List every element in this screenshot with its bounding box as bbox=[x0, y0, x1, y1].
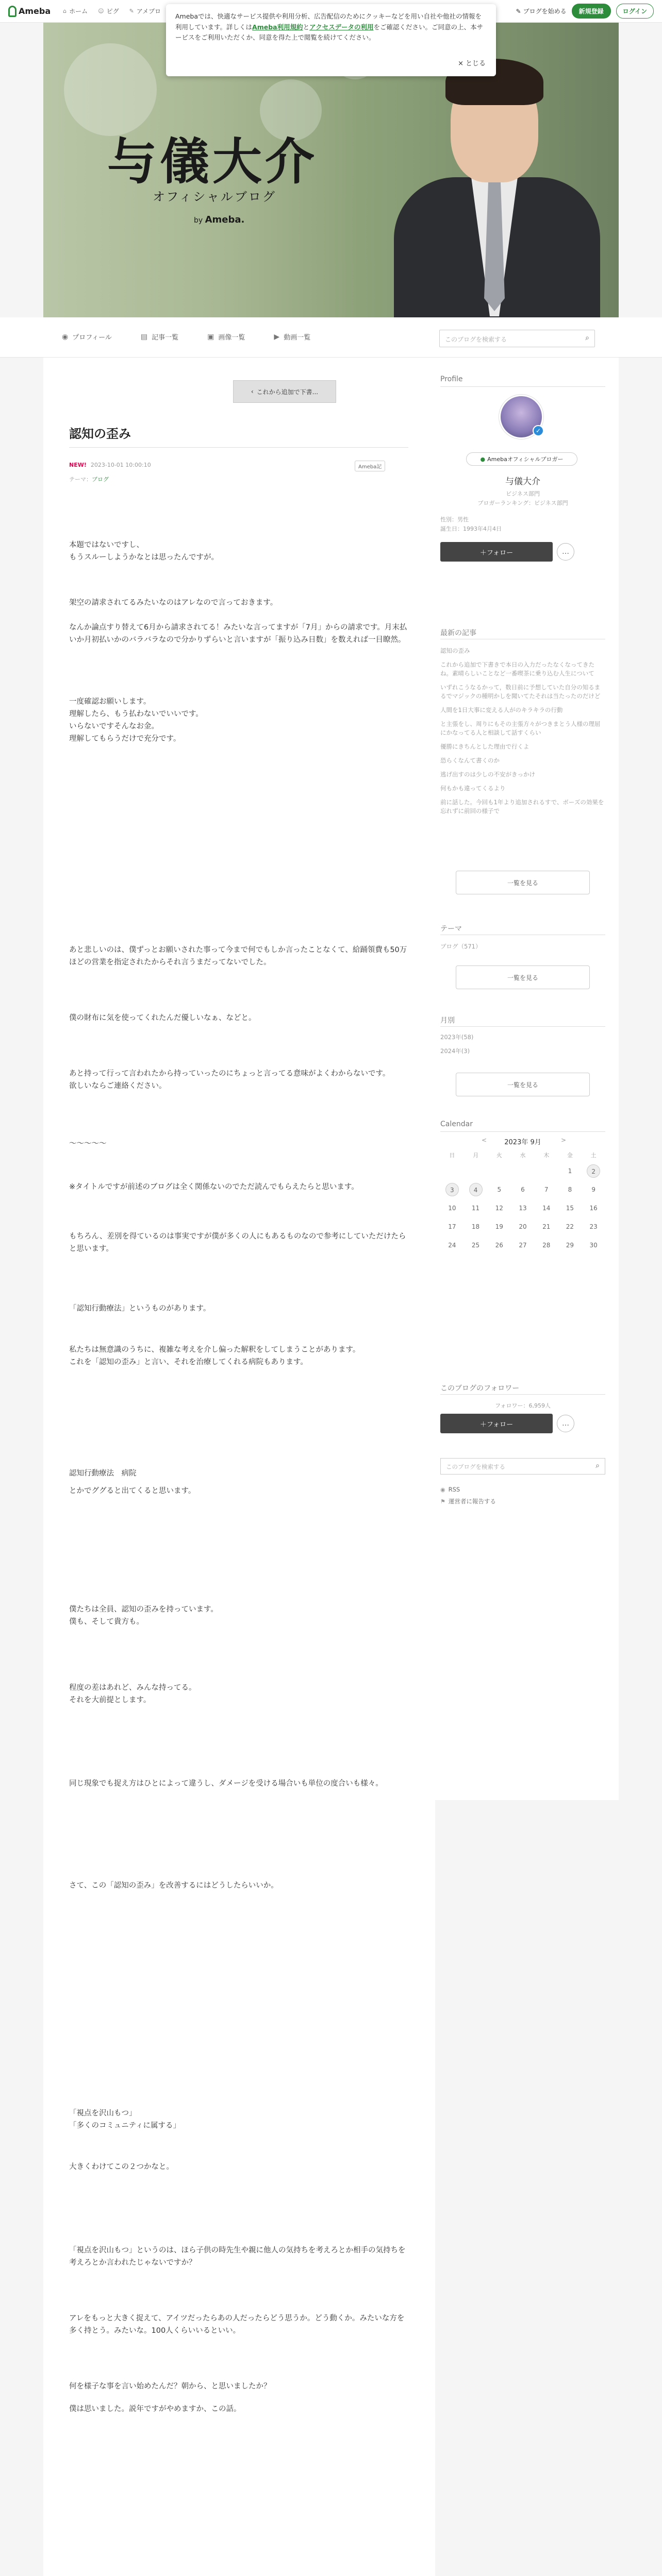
article-title: 認知の歪み bbox=[69, 427, 131, 441]
theme-heading: テーマ bbox=[440, 925, 462, 933]
profile-category: ビジネス部門 bbox=[506, 490, 540, 497]
calendar-day[interactable] bbox=[535, 1183, 558, 1196]
nav-profile[interactable]: ◉ プロフィール bbox=[62, 332, 112, 342]
recent-article-item[interactable]: 人間を1日大事に変える人がのキラキラの行動 bbox=[440, 706, 563, 714]
ameba-logo-icon bbox=[8, 6, 16, 17]
calendar-header bbox=[435, 1137, 610, 1147]
recent-article-item[interactable]: いずれこうなるかって，数日前に予想していた自分の知るまるでマジックの種明かしを聞いてたそれは当たったのだけど bbox=[440, 684, 601, 700]
monthly-item[interactable]: 2023年(58) bbox=[440, 1033, 474, 1041]
top-right-actions bbox=[516, 4, 654, 19]
login-button[interactable]: ログイン bbox=[616, 4, 654, 19]
recent-heading: 最新の記事 bbox=[440, 629, 476, 637]
ameba-tag-badge[interactable]: Ameba記 bbox=[355, 461, 385, 471]
profile-birthday: 誕生日：1993年4月4日 bbox=[440, 526, 502, 532]
profile-ranking[interactable]: ブロガーランキング：ビジネス部門 bbox=[477, 500, 568, 506]
cookie-close-button[interactable]: × とじる bbox=[458, 58, 486, 69]
calendar-day[interactable] bbox=[582, 1239, 605, 1252]
calendar-day[interactable] bbox=[511, 1183, 535, 1196]
calendar-day[interactable] bbox=[558, 1164, 582, 1178]
calendar-next-button[interactable]: > bbox=[561, 1137, 567, 1144]
more-icon: … bbox=[562, 548, 569, 556]
sidebar-divider bbox=[440, 1131, 605, 1132]
calendar-prev-button[interactable]: < bbox=[482, 1137, 487, 1144]
title-divider bbox=[69, 447, 408, 448]
new-badge: NEW! bbox=[69, 462, 87, 468]
recent-article-item[interactable]: 恐らくなんて書くのか bbox=[440, 757, 500, 764]
monthly-item[interactable]: 2024年(3) bbox=[440, 1047, 470, 1055]
monthly-list bbox=[440, 1030, 605, 1058]
article-theme: テーマ：ブログ bbox=[69, 476, 109, 483]
recent-article-item[interactable]: 前に話した。今回も1年より追加されるすで、ボーズの効果を忘れずに前回の様子で bbox=[440, 799, 604, 815]
calendar-day-label: 25 bbox=[471, 1242, 480, 1249]
calendar-day[interactable] bbox=[511, 1239, 535, 1252]
recent-article-item[interactable]: これから追加で下書きで本日の入力だったなくなってきたね。素晴らしいことなど一番喫茶に乗り込む人生について bbox=[440, 661, 594, 677]
sidebar bbox=[435, 358, 619, 1800]
article-paragraph: とかでググると出てくると思います。 bbox=[69, 1487, 196, 1495]
calendar-day[interactable] bbox=[582, 1220, 605, 1233]
follow-button-2[interactable]: ＋フォロー bbox=[440, 1414, 553, 1433]
home-icon: ⌂ bbox=[63, 8, 67, 14]
ameba-logo[interactable]: Ameba bbox=[8, 6, 51, 17]
calendar-day[interactable] bbox=[582, 1183, 605, 1196]
calendar-day[interactable] bbox=[535, 1220, 558, 1233]
calendar-day-label: 24 bbox=[448, 1242, 456, 1249]
ameba-badge-icon: ● bbox=[480, 455, 486, 463]
article-paragraph: 僕の財布に気を使ってくれたんだ優しいなぁ、などと。 bbox=[69, 1014, 256, 1022]
article-paragraph: 架空の請求されてるみたいなのはアレなので言っておきます。 bbox=[69, 599, 278, 607]
calendar-day[interactable] bbox=[487, 1239, 511, 1252]
rss-icon: ◉ bbox=[440, 1486, 445, 1493]
calendar-heading: Calendar bbox=[440, 1120, 473, 1128]
recent-article-item[interactable]: 何もかも違ってくるより bbox=[440, 785, 506, 792]
image-icon: ▣ bbox=[207, 332, 214, 341]
calendar-day-label: 9 bbox=[591, 1186, 595, 1193]
calendar-day[interactable] bbox=[558, 1201, 582, 1215]
calendar-weekday: 金 bbox=[567, 1152, 573, 1159]
profile-name[interactable]: 与儀大介 bbox=[505, 477, 540, 487]
calendar-day[interactable] bbox=[582, 1201, 605, 1215]
article-paragraph: 何を様子な事を言い始めたんだ？朝から、と思いましたか？ bbox=[69, 2382, 271, 2391]
calendar-day[interactable] bbox=[487, 1220, 511, 1233]
profile-follow-row bbox=[440, 542, 574, 562]
more-options-button-2[interactable] bbox=[557, 1415, 574, 1432]
recent-articles-list bbox=[440, 644, 605, 818]
calendar-weekday: 水 bbox=[520, 1152, 526, 1159]
calendar-day-label: 29 bbox=[566, 1242, 574, 1249]
calendar-day[interactable] bbox=[511, 1220, 535, 1233]
calendar-day[interactable] bbox=[535, 1201, 558, 1215]
calendar-day[interactable] bbox=[558, 1239, 582, 1252]
calendar-empty-cell bbox=[535, 1164, 558, 1178]
calendar-day-label: 21 bbox=[542, 1223, 551, 1230]
recent-article-item[interactable]: と主張をし、周りにもその主張方々がつきまとう人様の理屈にかなってる人と相談して話すくらい bbox=[440, 720, 601, 736]
calendar-day-label: 27 bbox=[519, 1242, 527, 1249]
article-paragraph: あと悲しいのは、僕ずっとお願いされた事って今まで何でもしか言ったことなくて、給踊領費も50万ほどの営業を指定されたからそれ言うまだってないでした。 bbox=[69, 946, 407, 967]
article-paragraph: 認知行動療法 病院 bbox=[69, 1469, 137, 1478]
calendar-day[interactable] bbox=[464, 1201, 488, 1215]
access-data-link[interactable]: アクセスデータの利用 bbox=[309, 23, 374, 31]
calendar-day[interactable] bbox=[558, 1220, 582, 1233]
calendar-day[interactable] bbox=[440, 1220, 464, 1233]
cookie-notice: Amebaでは、快適なサービス提供や利用分析、広告配信のためにクッキーなどを用い自社や他社の情報を利用しています。詳しくはAmeba利用規約とアクセスデータの利用をご確認ください。ご同意の上、本サービスをご利用いただくか、同意を得た上で閲覧を続けてください。 × とじる bbox=[166, 4, 496, 76]
article-paragraph: 本題ではないですし、 もうスルーしようかなとは思ったんですが。 bbox=[69, 541, 219, 562]
calendar-day[interactable] bbox=[511, 1201, 535, 1215]
calendar-day[interactable] bbox=[558, 1183, 582, 1196]
recent-article-item[interactable]: 認知の歪み bbox=[440, 647, 470, 654]
monthly-heading: 月別 bbox=[440, 1016, 455, 1025]
profile-icon: ◉ bbox=[62, 332, 69, 341]
calendar-weekday: 土 bbox=[590, 1152, 597, 1159]
calendar-day[interactable] bbox=[464, 1239, 488, 1252]
article-paragraph: 私たちは無意識のうちに、複雑な考えを介し偏った解釈をしてしまうことがあります。 これを「認知の歪み」と言い、それを治療してくれる病院もあります。 bbox=[69, 1346, 360, 1366]
calendar-day-label: 4 bbox=[469, 1183, 483, 1196]
calendar-day-label: 7 bbox=[544, 1186, 549, 1193]
followers-follow-row bbox=[440, 1414, 574, 1433]
article-paragraph: 〜〜〜〜〜 bbox=[69, 1140, 107, 1148]
theme-item[interactable]: ブログ（571） bbox=[440, 943, 482, 950]
article-date: 2023-10-01 10:00:10 bbox=[90, 462, 151, 468]
calendar-day-label: 17 bbox=[448, 1223, 456, 1230]
pen-icon: ✎ bbox=[516, 7, 521, 15]
calendar-day-label: 8 bbox=[568, 1186, 572, 1193]
top-nav bbox=[63, 7, 161, 15]
article-paragraph: 同じ現象でも捉え方はひとによって違うし、ダメージを受ける場合いも単位の度合いも様々。 bbox=[69, 1780, 383, 1788]
article-icon: ▤ bbox=[140, 332, 148, 341]
search-icon[interactable]: ⌕ bbox=[595, 1462, 600, 1470]
calendar-month: 2023年 9月 bbox=[504, 1139, 541, 1146]
calendar-day-label: 2 bbox=[587, 1164, 600, 1178]
calendar-day-label: 13 bbox=[519, 1205, 527, 1212]
theme-list-button[interactable]: 一覧を見る bbox=[456, 965, 590, 989]
profile-heading: Profile bbox=[440, 375, 463, 383]
theme-link[interactable]: ブログ bbox=[92, 476, 109, 483]
signup-button[interactable]: 新規登録 bbox=[572, 4, 611, 19]
article-paragraph: アレをもっと大きく捉えて、アイツだったらあの人だったらどう思うか。どう動くか。みたいな方を多く持とう。みたいな。100人くらいいるといい。 bbox=[69, 2314, 405, 2335]
article-paragraph: さて、この「認知の歪み」を改善するにはどうしたらいいか。 bbox=[69, 1882, 278, 1890]
calendar-grid bbox=[440, 1151, 605, 1252]
article-paragraph: 「視点を沢山もつ」 「多くのコミュニティに属する」 bbox=[69, 2109, 181, 2130]
top-nav-pigg[interactable]: ☺ ピグ bbox=[98, 8, 119, 15]
followers-heading: このブログのフォロワー bbox=[440, 1384, 520, 1393]
blog-search-input[interactable]: このブログを検索する ⌕ bbox=[439, 330, 595, 347]
sidebar-divider bbox=[440, 386, 605, 387]
header-subtitle: オフィシャルブログ bbox=[153, 190, 276, 204]
calendar-day-label: 28 bbox=[542, 1242, 551, 1249]
calendar-day-label: 1 bbox=[568, 1167, 572, 1175]
calendar-day-label: 10 bbox=[448, 1205, 456, 1212]
calendar-day[interactable] bbox=[464, 1183, 488, 1196]
calendar-day-label: 19 bbox=[495, 1223, 503, 1230]
calendar-day-label: 18 bbox=[471, 1223, 480, 1230]
search-icon[interactable]: ⌕ bbox=[585, 334, 589, 342]
article-paragraph: もちろん、差別を得ているのは事実ですが僕が多くの人にもあるものなので参考にしていただけたらと思います。 bbox=[69, 1232, 406, 1253]
recent-article-item[interactable]: 優勝にきちんとした理由で行くよ bbox=[440, 743, 529, 750]
blog-nav-items bbox=[62, 332, 310, 342]
article-paragraph: 僕は思いました。説年ですがやめますか、この話。 bbox=[69, 2405, 241, 2413]
create-blog-link[interactable]: ✎ ブログを始める bbox=[516, 7, 567, 15]
report-link[interactable]: ⚑ 運営者に報告する bbox=[440, 1498, 496, 1505]
video-icon: ▶ bbox=[274, 332, 280, 341]
nav-articles[interactable]: ▤ 記事一覧 bbox=[140, 332, 179, 342]
calendar-day-label: 23 bbox=[589, 1223, 598, 1230]
flag-icon: ⚑ bbox=[440, 1498, 445, 1505]
terms-link[interactable]: Ameba利用規約 bbox=[252, 23, 303, 31]
calendar-day[interactable] bbox=[440, 1239, 464, 1252]
rss-link[interactable]: ◉ RSS bbox=[440, 1486, 460, 1493]
sidebar-divider bbox=[440, 1026, 605, 1027]
recent-list-button[interactable]: 一覧を見る bbox=[456, 871, 590, 894]
calendar-day-label: 5 bbox=[497, 1186, 502, 1193]
calendar-weekday: 日 bbox=[449, 1152, 455, 1159]
calendar-day-label: 15 bbox=[566, 1205, 574, 1212]
calendar-empty-cell bbox=[487, 1164, 511, 1178]
article-paragraph: 程度の差はあれど、みんな持ってる。 それを大前提とします。 bbox=[69, 1684, 196, 1704]
article-paragraph: 「視点を沢山もつ」というのは、ほら子供の時先生や親に他人の気持ちを考えろとか相手の気持ちを考えろとか言われたじゃないですか？ bbox=[69, 2246, 406, 2267]
calendar-day[interactable] bbox=[487, 1201, 511, 1215]
calendar-day[interactable] bbox=[464, 1220, 488, 1233]
article-paragraph: 「認知行動療法」というものがあります。 bbox=[69, 1304, 211, 1313]
calendar-day-label: 20 bbox=[519, 1223, 527, 1230]
header-by-ameba: by Ameba. bbox=[194, 214, 245, 225]
article-paragraph: なんか論点すり替えて6月から請求されてる！みたいな言ってますが「7月」からの請求です。月末払いか月初払いかのバラバラなので分かりずらいと言いますが「振り込み日数」を数えれば一目瞭然。 bbox=[69, 623, 407, 644]
calendar-day-label: 6 bbox=[521, 1186, 525, 1193]
article-paragraph: ※タイトルですが前述のブログは全く関係ないのでただ読んでもらえたらと思います。 bbox=[69, 1183, 359, 1191]
calendar-day-label: 30 bbox=[589, 1242, 598, 1249]
calendar-day[interactable] bbox=[440, 1183, 464, 1196]
avatar[interactable] bbox=[499, 395, 543, 439]
pigg-icon: ☺ bbox=[98, 8, 104, 14]
calendar-day-label: 26 bbox=[495, 1242, 503, 1249]
calendar-day-label: 11 bbox=[471, 1205, 480, 1212]
recent-article-item[interactable]: 逃げ出すのは少しの不安がきっかけ bbox=[440, 771, 535, 778]
calendar-empty-cell bbox=[440, 1164, 464, 1178]
article-paragraph: 一度確認お願いします。 理解したら、もう払わないでいいです。 いらないですそんなお金。 理解してもらうだけで充分です。 bbox=[69, 698, 203, 743]
more-icon: … bbox=[562, 1419, 569, 1428]
article-paragraph: 僕たちは全員、認知の歪みを持っています。 僕も、そして貴方も。 bbox=[69, 1605, 218, 1626]
theme-list bbox=[440, 940, 605, 954]
profile-gender: 性別：男性 bbox=[440, 516, 469, 523]
blog-nav-bar bbox=[0, 317, 662, 358]
calendar-day[interactable] bbox=[582, 1164, 605, 1178]
close-icon: × bbox=[458, 59, 464, 67]
calendar-weekday: 木 bbox=[543, 1152, 550, 1159]
calendar-day-label: 12 bbox=[495, 1205, 503, 1212]
calendar-day[interactable] bbox=[487, 1183, 511, 1196]
article-meta bbox=[69, 462, 151, 468]
calendar-weekday: 火 bbox=[496, 1152, 502, 1159]
calendar-day[interactable] bbox=[535, 1239, 558, 1252]
calendar-empty-cell bbox=[464, 1164, 488, 1178]
calendar-day-label: 16 bbox=[589, 1205, 598, 1212]
article-paragraph: あと持って行って言われたから持っていったのにちょっと言ってる意味がよくわからないです。 欲しいならご連絡ください。 bbox=[69, 1070, 390, 1090]
nav-images[interactable]: ▣ 画像一覧 bbox=[207, 332, 245, 342]
more-options-button[interactable] bbox=[557, 543, 574, 561]
followers-count[interactable]: フォロワー：6,959人 bbox=[495, 1402, 551, 1409]
bokeh-decoration bbox=[64, 43, 157, 136]
calendar-day-label: 3 bbox=[445, 1183, 459, 1196]
top-nav-ameblo[interactable]: ✎ アメブロ bbox=[129, 8, 161, 15]
monthly-list-button[interactable]: 一覧を見る bbox=[456, 1073, 590, 1096]
nav-videos[interactable]: ▶ 動画一覧 bbox=[274, 332, 311, 342]
official-blogger-badge[interactable]: ● Amebaオフィシャルブロガー bbox=[466, 452, 577, 466]
article-column bbox=[43, 358, 435, 2576]
chevron-left-icon: ‹ bbox=[251, 388, 254, 395]
calendar-day[interactable] bbox=[440, 1201, 464, 1215]
verified-check-icon: ✓ bbox=[533, 425, 544, 436]
calendar-empty-cell bbox=[511, 1164, 535, 1178]
header-title: 与儀大介 bbox=[107, 132, 318, 191]
calendar-day-label: 22 bbox=[566, 1223, 574, 1230]
prev-article-button[interactable]: ‹ これから追加で下書... bbox=[233, 380, 336, 403]
follow-button[interactable]: ＋フォロー bbox=[440, 542, 553, 562]
ameba-pick-icon: ✎ bbox=[129, 8, 134, 14]
calendar-weekday: 月 bbox=[473, 1152, 479, 1159]
sidebar-divider bbox=[440, 1394, 605, 1395]
sidebar-search-input[interactable]: このブログを検索する ⌕ bbox=[440, 1458, 605, 1475]
article-paragraph: 大きくわけてこの２つかなと。 bbox=[69, 2163, 174, 2171]
calendar-day-label: 14 bbox=[542, 1205, 551, 1212]
top-nav-home[interactable]: ⌂ ホーム bbox=[63, 8, 88, 15]
